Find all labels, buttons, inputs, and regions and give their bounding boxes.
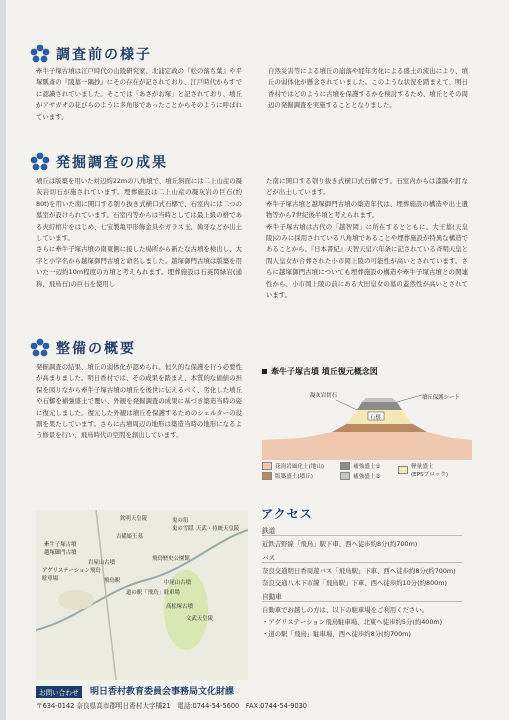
access-rail-label: 鉄道	[262, 527, 276, 535]
map-label: 欽明天皇陵	[120, 516, 147, 522]
access-car-2: ・アグリステーション飛鳥駐車場、北東へ徒歩約5分(約400m)	[262, 618, 443, 626]
label-shelter: 墳丘保護シート	[422, 395, 460, 401]
access-bus-1: 奈良交通明日香周遊バス「飛鳥駅」下車、西へ徒歩約8分(約700m)	[262, 567, 456, 575]
legend-item: 補強盛土①	[340, 462, 380, 470]
access-car-3: ・道の駅「飛鳥」駐車場、西へ徒歩約8分(約700m)	[262, 630, 411, 638]
label-stone: 凝灰岩切石	[310, 393, 337, 399]
map-label: 鬼の俎	[172, 518, 189, 524]
survey-right-text: 自然災害等による墳丘の崩落や経年劣化による盛土の流出により、墳丘の弱体化が懸念されていました。このような状況を踏まえて、明日香村ではどのように古墳を保護するかを検討するため、墳丘とその周辺の発掘調査を実施することとなりました。	[268, 67, 468, 110]
reinforce-layer-2	[362, 398, 397, 402]
section-heading: 発掘調査の成果	[56, 155, 168, 171]
access-car-1: 自動車でお越しの方は、以下の駐車場をご利用ください。	[262, 606, 429, 614]
map-label: 飛鳥歴史公園館	[152, 556, 190, 562]
map-label: 牽牛子塚古墳	[44, 542, 77, 548]
section-heading: 整備の概要	[56, 341, 136, 357]
legend-item: 軽量盛土 (EPSブロック)	[398, 462, 448, 478]
section-title-maintenance	[30, 338, 136, 358]
contact-address: 〒634-0142 奈良県高市郡明日香村大字橘21 電話:0744-54-5600 FAX:0744-54-9030	[36, 702, 307, 710]
access-line	[262, 601, 462, 602]
flower-icon	[30, 152, 50, 172]
access-bus-2: 奈良交通八木下市線「飛鳥駅」下車、西へ徒歩約10分(約800m)	[262, 579, 447, 587]
excavation-right-text: た南に開口する刳り抜き式横口式石槨です。石室内からは漆膜や釘などが出土しています。 牽牛子塚古墳と越塚御門古墳の築造年代は、埋葬施設の構造や出土遺物等から7世紀後半頃と考えられます。 牽牛子塚古墳は古代の「越智岡」に所在するとともに、大王墓(天皇陵)のみに採用されている八角墳であることや埋葬施設が特異な構造であることから、『日本書紀』天智天皇六年条に記されている斉明天皇と間人皇女が合葬された小市岡上陵の可能性が高いとされています。さらに越塚御門古墳についても埋葬施設の構造や牽牛子塚古墳との関連性から、小市岡上陵の前にある大田皇女の墓の蓋然性が高いとされています。	[266, 177, 468, 300]
contact-tag: お問い合わせ	[36, 686, 82, 698]
reinforce-layer-1	[357, 402, 402, 410]
legend-item: 補強盛土②	[340, 472, 380, 480]
map-label: 文武天皇陵	[186, 616, 213, 622]
flower-icon	[30, 44, 50, 64]
section-title-excavation	[30, 152, 168, 172]
map-label: 高松塚古墳	[166, 604, 193, 610]
map-label: 鬼の雪隠	[172, 526, 194, 532]
map-label: 天武・持統天皇陵	[196, 526, 240, 532]
diagram-title: 牽牛子塚古墳 墳丘復元概念図	[262, 366, 378, 377]
map-label: 越塚御門古墳	[44, 550, 77, 556]
map-label: 道の駅「飛鳥」駐車場	[126, 590, 180, 596]
section-title-survey	[30, 44, 152, 64]
label-chamber: 石槨	[370, 415, 381, 421]
survey-left-text: 牽牛子塚古墳は江戸時代の山陵研究家、北浦定政の『松の落ち葉』や平塚瓢斎の『陵墓一隅抄』にその存在が記されており、江戸時代からすでに認識されていました。そこでは「あさがお塚」と記されており、墳丘がアサガオの花びらのように多角形であったことからそのように呼ばれています。	[36, 67, 242, 121]
map-label: アグリステーション飛鳥 駐車場	[42, 568, 101, 582]
mound-cross-section-diagram	[262, 380, 472, 460]
excavation-left-text: 墳丘は版築を用いた対辺約22mの八角墳で、墳丘斜面には二上山産の凝灰岩切石が施されています。埋葬施設は二上山産の凝灰岩の巨石(約80t)を用いた南に開口する刳り抜き式横口式石槨で、石室内には二つの墓室が設けられています。石室内等からは当時としては最上級の格である夾紵棺片をはじめ、七宝製亀甲形飾金具やガラス玉、歯牙などが出土しています。 さらに牽牛子塚古墳の南東側に接した場所から新たな古墳を検出し、大字と小字名から越塚御門古墳と命名しました。越塚御門古墳は版築を用いた一辺約10m程度の方墳と考えられます。埋葬施設は石英閃緑岩(通称、飛鳥石)の巨石を使用し	[36, 177, 242, 288]
section-heading: 調査前の様子	[56, 47, 152, 63]
map-label: 飛鳥駅	[104, 578, 121, 584]
access-car-label: 自動車	[262, 593, 282, 601]
legend-item: 版築盛土(墳丘)	[262, 472, 313, 480]
area-map	[36, 510, 248, 680]
map-label: 岩屋山古墳	[88, 560, 115, 566]
map-label: 中尾山古墳	[164, 580, 191, 586]
access-heading: アクセス	[261, 507, 313, 521]
contact-org: 明日香村教育委員会事務局文化財課	[90, 687, 235, 697]
maintenance-text: 発掘調査の結果、墳丘の弱体化が認められ、恒久的な保護を行う必要性が高まりました。明日香村では、その成果を踏まえ、本質的な価値の担保を図りながら牽牛子塚古墳の墳丘を後世に伝えるべく、劣化した墳丘や石槨を補強盛土で覆い、外観を発掘調査の成果に基づき築造当時の姿に復元しました。復元した外観は墳丘を保護するためのシェルターの役割を果たしています。さらに古墳周辺の地形は築造当時の地形になるよう修景を行い、飛鳥時代の空間を創出しています。	[36, 363, 242, 440]
map-label: 吉備姫王墓	[116, 534, 143, 540]
legend-item: 花崗岩風化土(地山)	[262, 462, 324, 470]
flower-icon	[30, 338, 50, 358]
left-edge-bar	[0, 0, 6, 720]
access-line	[262, 535, 462, 536]
access-line	[262, 562, 462, 563]
access-rail: 近鉄吉野線「飛鳥」駅下車、西へ徒歩約8分(約700m)	[262, 540, 418, 548]
access-bus-label: バス	[262, 554, 276, 562]
